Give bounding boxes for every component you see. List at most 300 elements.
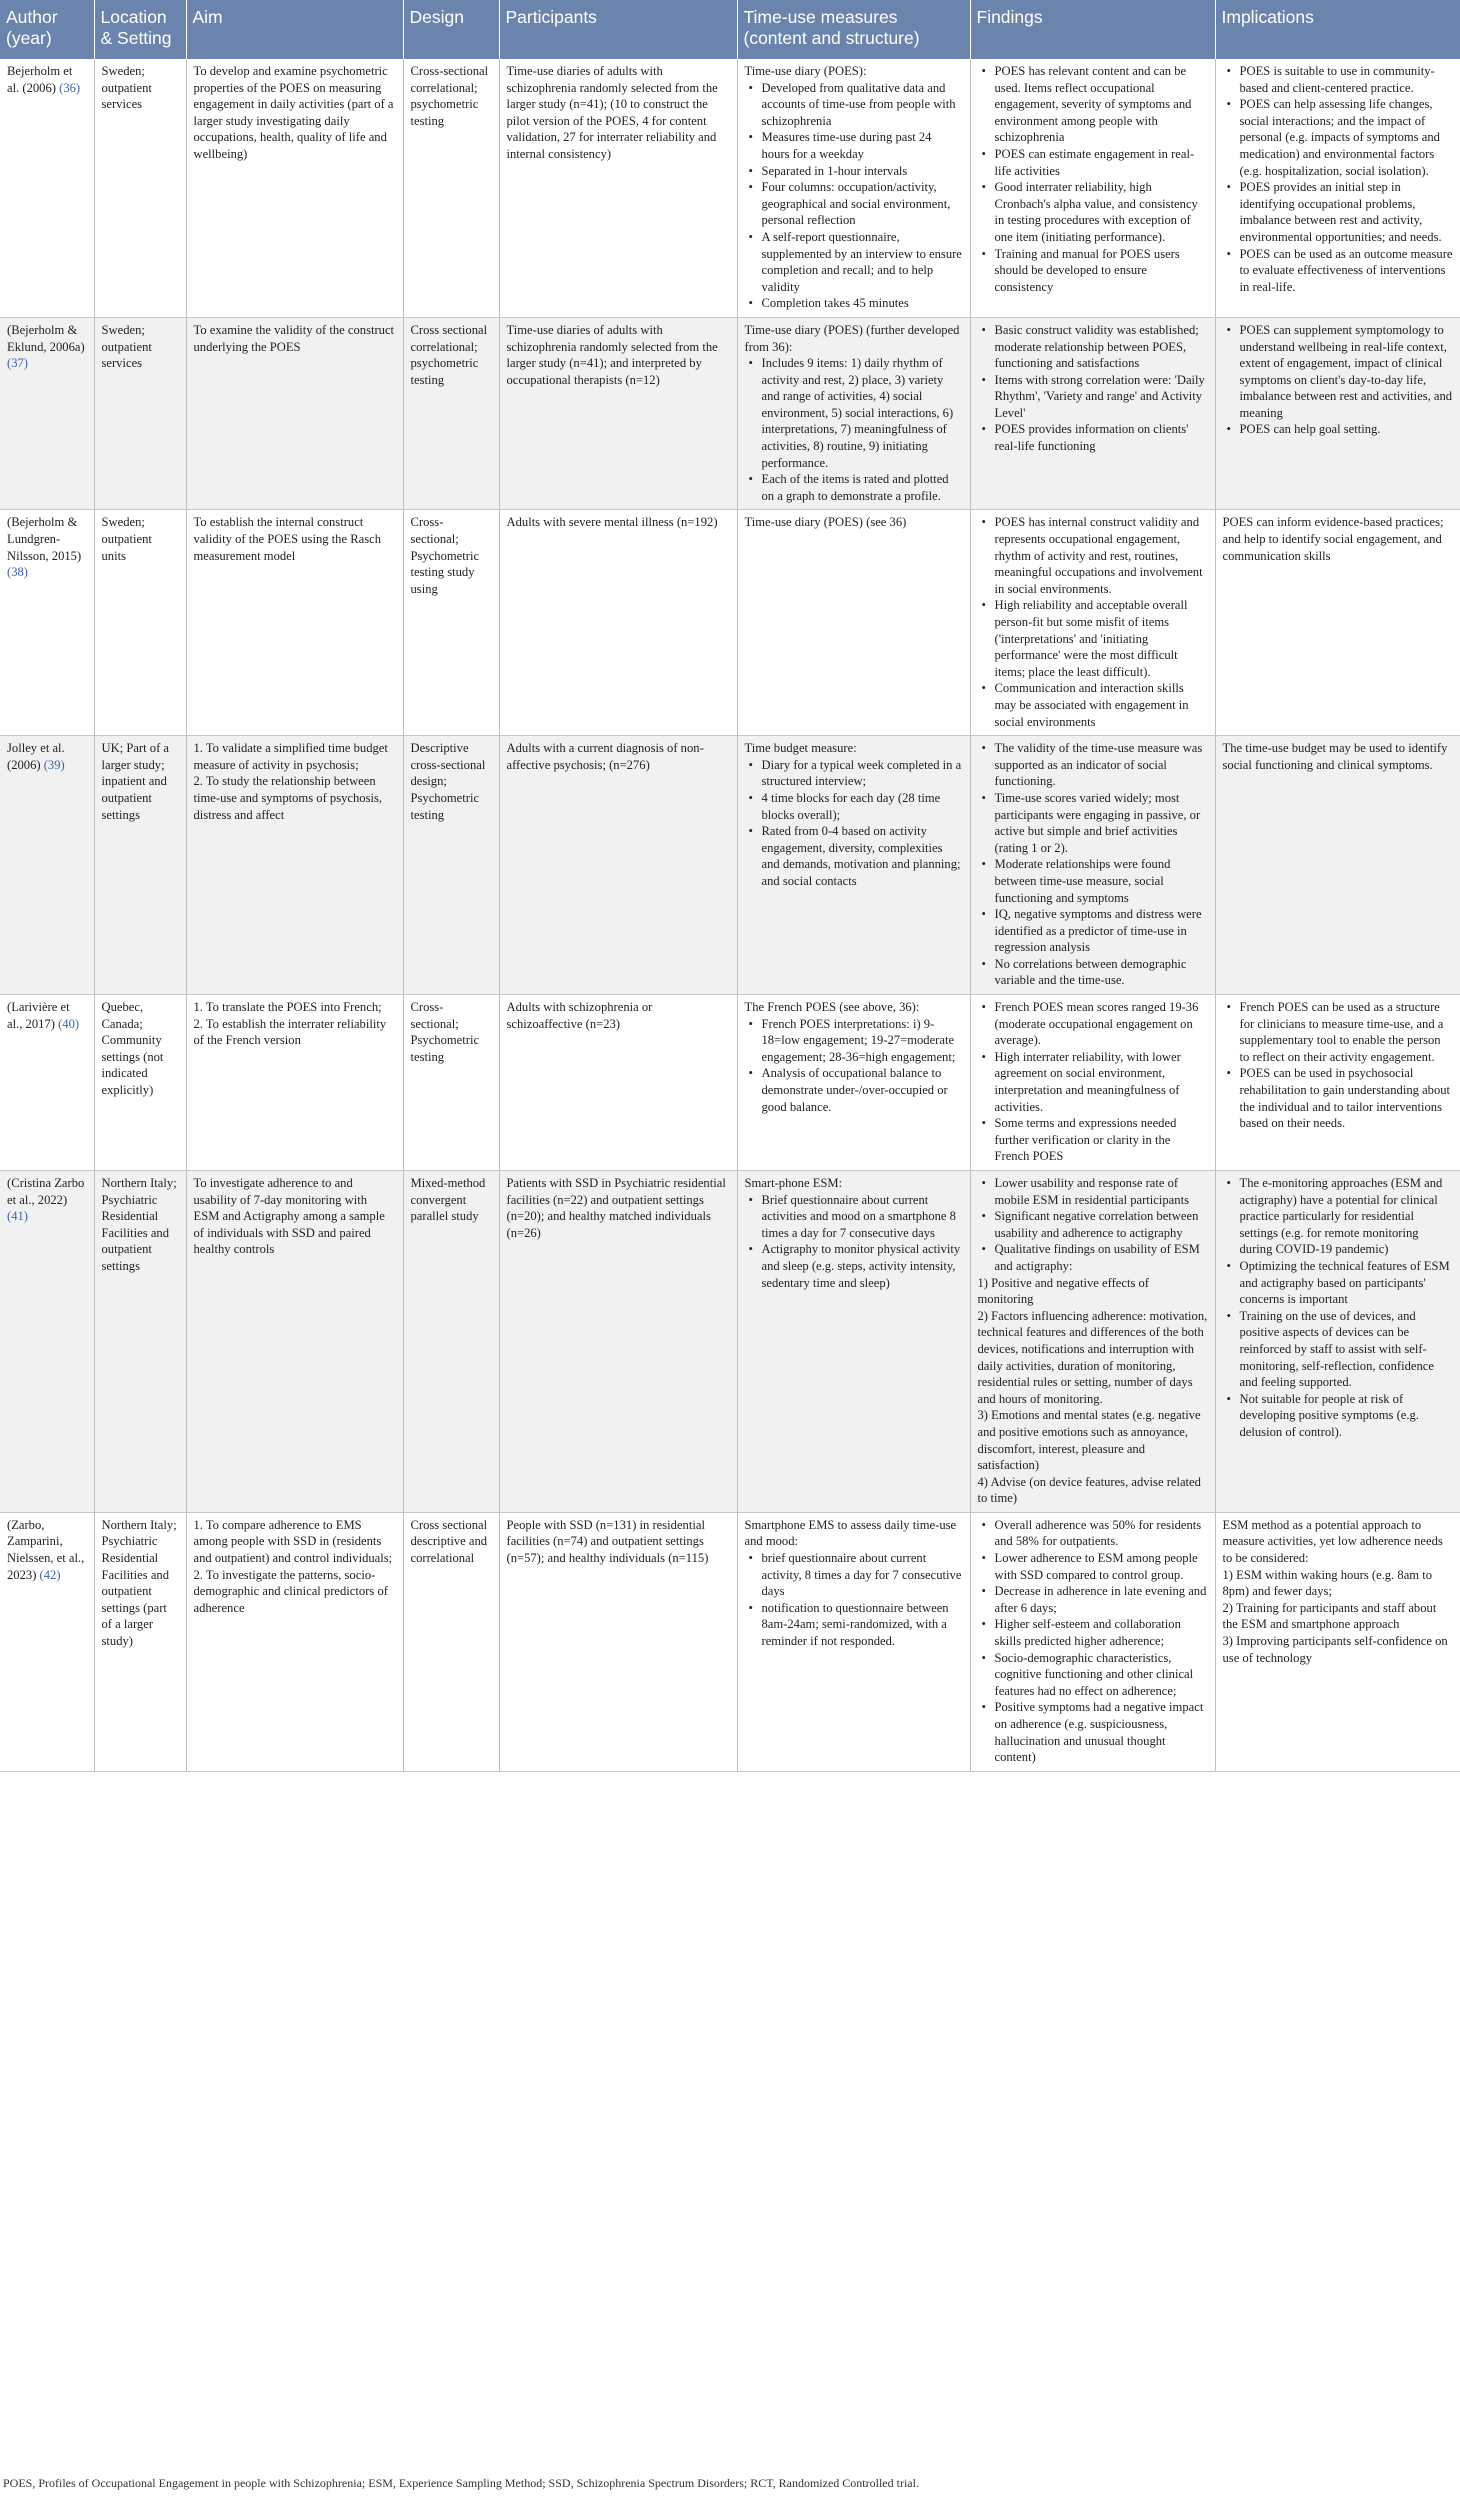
bullet-text: notification to questionnaire between 8am-24am; semi-randomized, with a reminder if not responded.	[761, 1600, 949, 1649]
bullet-item	[978, 372, 1208, 422]
cell-participants	[499, 995, 737, 1171]
bullet-icon: •	[981, 598, 986, 613]
table-row	[0, 510, 1460, 736]
cell-aim	[186, 1171, 403, 1513]
header-aim: Aim	[186, 0, 403, 59]
design-text: Mixed-method convergent parallel study	[410, 1176, 486, 1224]
cell-measures	[737, 995, 970, 1171]
bullet-item	[978, 322, 1208, 372]
bullet-icon: •	[981, 1000, 986, 1015]
citation-link: (37)	[7, 356, 28, 371]
bullet-text: Completion takes 45 minutes	[761, 296, 909, 311]
implication-numbered-item-list	[1223, 1567, 1454, 1667]
bullet-item	[978, 906, 1208, 956]
bullet-list	[1223, 322, 1454, 438]
cell-design	[403, 1171, 499, 1513]
bullet-item	[978, 956, 1208, 989]
bullet-list	[745, 1016, 963, 1116]
aim-item: 2. To investigate the patterns, socio-demographic and clinical predictors of adherence	[193, 1567, 388, 1615]
bullet-item	[978, 740, 1208, 790]
bullet-icon: •	[748, 790, 753, 805]
implications-text: ESM method as a potential approach to measure activities, yet low adherence needs to be considered:	[1222, 1517, 1443, 1566]
participants-text: Time-use diaries of adults with schizophrenia randomly selected from the larger study (n=41); (10 to construct the pilot version of the POES, 4 for content validation, 27 for interrater reliability and internal consistency)	[506, 64, 718, 161]
bullet-item	[1223, 1391, 1454, 1441]
bullet-text: Brief questionnaire about current activities and mood on a smartphone 8 times a day for 7 consecutive days	[761, 1192, 956, 1240]
cell-design	[403, 736, 499, 995]
bullet-text: The e-monitoring approaches (ESM and actigraphy) have a potential for clinical practice particularly for residential settings (e.g. for remote monitoring during COVID-19 pandemic)	[1239, 1176, 1443, 1257]
bullet-list	[1223, 1175, 1454, 1441]
bullet-text: POES can be used in psychosocial rehabilitation to gain understanding about the individual and to tailor interventions based on their needs.	[1239, 1066, 1451, 1131]
cell-findings	[970, 510, 1215, 736]
bullet-text: Each of the items is rated and plotted on a graph to demonstrate a profile.	[761, 472, 949, 503]
table-row	[0, 59, 1460, 317]
location-text: Quebec, Canada; Community settings (not indicated explicitly)	[101, 1000, 164, 1098]
bullet-text: POES has relevant content and can be used. Items reflect occupational engagement, severity of symptoms and environment among people with schizophrenia	[994, 64, 1192, 145]
bullet-item	[745, 295, 963, 312]
bullet-list	[1223, 63, 1454, 295]
implication-numbered-item: 3) Improving participants self-confidence on use of technology	[1222, 1634, 1448, 1665]
author-text: (Bejerholm & Lundgren-Nilsson, 2015)	[7, 515, 82, 563]
bullet-list	[978, 999, 1208, 1165]
participants-text: Adults with schizophrenia or schizoaffective (n=23)	[506, 1000, 653, 1031]
bullet-text: Socio-demographic characteristics, cognitive functioning and other clinical features had no effect on adherence;	[994, 1650, 1194, 1698]
bullet-icon: •	[1226, 64, 1231, 78]
bullet-item	[745, 1016, 963, 1066]
bullet-item	[978, 1241, 1208, 1274]
bullet-item	[978, 179, 1208, 245]
bullet-text: Moderate relationships were found between time-use measure, social functioning and symptoms	[994, 857, 1171, 905]
cell-participants	[499, 510, 737, 736]
finding-numbered-item-list	[978, 1275, 1208, 1507]
cell-location	[94, 736, 186, 995]
bullet-icon: •	[981, 1242, 986, 1257]
participants-text: Adults with a current diagnosis of non-affective psychosis; (n=276)	[506, 741, 704, 772]
bullet-list	[1223, 999, 1454, 1132]
cell-author	[0, 736, 94, 995]
bullet-icon: •	[981, 1176, 986, 1190]
cell-design	[403, 317, 499, 510]
cell-implications	[1215, 995, 1460, 1171]
bullet-icon: •	[981, 1650, 986, 1665]
cell-findings	[970, 317, 1215, 510]
cell-implications	[1215, 736, 1460, 995]
citation-link: (38)	[7, 565, 28, 580]
cell-measures	[737, 59, 970, 317]
bullet-text: Analysis of occupational balance to demonstrate under-/over-occupied or good balance.	[761, 1066, 948, 1114]
bullet-item	[745, 229, 963, 295]
bullet-item	[1223, 322, 1454, 422]
bullet-text: Training on the use of devices, and positive aspects of devices can be reinforced by staff to assist with self-monitoring, self-reflection, confidence and feeling supported.	[1239, 1308, 1434, 1390]
cell-measures	[737, 1171, 970, 1513]
bullet-icon: •	[981, 1551, 986, 1566]
design-text: Descriptive cross-sectional design; Psychometric testing	[410, 741, 486, 822]
bullet-text: POES provides an initial step in identifying occupational problems, imbalance between rest and activity, environmental opportunities; and needs.	[1239, 180, 1442, 244]
cell-implications	[1215, 317, 1460, 510]
bullet-item	[1223, 96, 1454, 179]
bullet-icon: •	[1226, 422, 1231, 437]
table-row	[0, 317, 1460, 510]
bullet-icon: •	[981, 1517, 986, 1532]
cell-design	[403, 510, 499, 736]
implications-text: The time-use budget may be used to identify social functioning and clinical symptoms.	[1222, 741, 1448, 772]
bullet-icon: •	[981, 1116, 986, 1131]
cell-measures	[737, 736, 970, 995]
cell-author	[0, 510, 94, 736]
cell-location	[94, 995, 186, 1171]
bullet-list	[978, 322, 1208, 455]
bullet-item	[745, 1241, 963, 1291]
bullet-item	[978, 1208, 1208, 1241]
bullet-text: Diary for a typical week completed in a structured interview;	[761, 757, 962, 789]
cell-location	[94, 1512, 186, 1771]
bullet-icon: •	[981, 790, 986, 805]
bullet-icon: •	[748, 356, 753, 371]
bullet-item	[978, 680, 1208, 730]
implication-numbered-item: 1) ESM within waking hours (e.g. 8am to 8pm) and fewer days;	[1222, 1567, 1433, 1599]
bullet-icon: •	[748, 1551, 753, 1566]
aim-item-list	[194, 1517, 396, 1617]
bullet-icon: •	[748, 1016, 753, 1031]
bullet-icon: •	[748, 180, 753, 195]
cell-findings	[970, 736, 1215, 995]
bullet-text: POES provides information on clients' real-life functioning	[994, 422, 1189, 454]
bullet-text: POES can supplement symptomology to understand wellbeing in real-life context, extent of engagement, impact of clinical symptoms on client's day-to-day life, imbalance between rest and activities, and meaning	[1239, 322, 1453, 420]
location-text: UK; Part of a larger study; inpatient and outpatient settings	[101, 741, 170, 822]
cell-location	[94, 510, 186, 736]
cell-aim	[186, 1512, 403, 1771]
bullet-icon: •	[981, 180, 986, 195]
bullet-text: POES has internal construct validity and represents occupational engagement, rhythm of activity and rest, routines, meaningful occupations and involvement in social environments.	[994, 515, 1203, 596]
bullet-text: IQ, negative symptoms and distress were identified as a predictor of time-use in regression analysis	[994, 907, 1202, 955]
bullet-text: French POES interpretations: i) 9-18=low engagement; 19-27=moderate engagement; 28-36=high engagement;	[761, 1016, 956, 1064]
aim-item: 1. To compare adherence to EMS among people with SSD in (residents and outpatient) and control individuals;	[193, 1517, 393, 1566]
author-text: (Zarbo, Zamparini, Nielssen, et al., 2023)	[7, 1517, 85, 1582]
cell-design	[403, 1512, 499, 1771]
citation-link: (40)	[58, 1016, 80, 1031]
bullet-icon: •	[981, 1049, 986, 1064]
aim-item: 2. To establish the interrater reliability of the French version	[193, 1016, 387, 1048]
bullet-item	[1223, 63, 1454, 96]
bullet-item	[745, 1600, 963, 1650]
bullet-list	[978, 740, 1208, 989]
aim-text: To examine the validity of the construct underlying the POES	[193, 322, 395, 354]
cell-findings	[970, 1171, 1215, 1513]
bullet-icon: •	[981, 1209, 986, 1224]
bullet-item	[745, 355, 963, 471]
cell-author	[0, 1512, 94, 1771]
implications-text: POES can inform evidence-based practices; and help to identify social engagement, and communication skills	[1222, 515, 1444, 563]
cell-author	[0, 59, 94, 317]
bullet-icon: •	[1226, 1176, 1231, 1190]
cell-aim	[186, 510, 403, 736]
bullet-list	[978, 1517, 1208, 1766]
bullet-item	[978, 63, 1208, 146]
bullet-text: POES can be used as an outcome measure to evaluate effectiveness of interventions in real-life.	[1239, 246, 1453, 294]
bullet-text: Decrease in adherence in late evening and after 6 days;	[994, 1584, 1207, 1615]
header-participants: Participants	[499, 0, 737, 59]
bullet-text: Developed from qualitative data and accounts of time-use from people with schizophrenia	[761, 80, 956, 128]
bullet-icon: •	[981, 681, 986, 696]
header-design: Design	[403, 0, 499, 59]
cell-design	[403, 59, 499, 317]
table-row	[0, 1171, 1460, 1513]
bullet-icon: •	[1226, 246, 1231, 261]
finding-numbered-item: 1) Positive and negative effects of monitoring	[977, 1275, 1149, 1307]
bullet-item	[978, 421, 1208, 454]
design-text: Cross sectional descriptive and correlational	[410, 1517, 488, 1566]
aim-text: To investigate adherence to and usability of 7-day monitoring with ESM and Actigraphy among a sample of individuals with SSD and paired healthy controls	[193, 1176, 385, 1257]
bullet-text: Higher self-esteem and collaboration skills predicted higher adherence;	[994, 1617, 1181, 1649]
measures-intro: Time-use diary (POES) (further developed from 36):	[744, 322, 960, 354]
citation-link: (41)	[7, 1209, 28, 1224]
aim-text: To establish the internal construct validity of the POES using the Rasch measurement model	[193, 515, 381, 563]
bullet-icon: •	[748, 229, 753, 244]
bullet-icon: •	[981, 1584, 986, 1599]
bullet-text: Lower adherence to ESM among people with SSD compared to control group.	[994, 1551, 1198, 1582]
bullet-icon: •	[981, 246, 986, 261]
bullet-icon: •	[1226, 322, 1231, 337]
bullet-item	[978, 856, 1208, 906]
bullet-item	[1223, 1175, 1454, 1258]
bullet-icon: •	[1226, 180, 1231, 195]
bullet-text: brief questionnaire about current activity, 8 times a day for 7 consecutive days	[761, 1551, 962, 1599]
bullet-text: Rated from 0-4 based on activity engagement, diversity, complexities and demands, motivation and planning; and social contacts	[761, 824, 961, 888]
bullet-text: Training and manual for POES users should be developed to ensure consistency	[994, 246, 1180, 294]
header-row	[0, 0, 1460, 59]
bullet-text: POES can help assessing life changes, social interactions; and the impact of personal (e.g. impacts of symptoms and medication) and environmental factors (e.g. hospitalization, social isolation).	[1239, 97, 1440, 178]
cell-author	[0, 995, 94, 1171]
bullet-item	[1223, 421, 1454, 438]
bullet-item	[978, 514, 1208, 597]
bullet-icon: •	[748, 130, 753, 145]
bullet-item	[745, 1192, 963, 1242]
bullet-icon: •	[981, 956, 986, 971]
bullet-text: POES is suitable to use in community-based and client-centered practice.	[1239, 64, 1435, 95]
bullet-icon: •	[1226, 1308, 1231, 1323]
bullet-text: High reliability and acceptable overall person-fit but some misfit of items ('interpretations' and 'initiating performance' were the most difficult items; place the least difficult).	[994, 598, 1188, 679]
bullet-icon: •	[981, 64, 986, 78]
bullet-icon: •	[1226, 1000, 1231, 1015]
bullet-item	[978, 1583, 1208, 1616]
participants-text: Adults with severe mental illness (n=192)	[506, 515, 718, 530]
bullet-list	[978, 514, 1208, 730]
design-text: Cross-sectional; Psychometric testing	[410, 1000, 480, 1064]
bullet-list	[978, 1175, 1208, 1275]
implication-numbered-item: 2) Training for participants and staff about the ESM and smartphone approach	[1222, 1600, 1437, 1632]
aim-text: To develop and examine psychometric properties of the POES on measuring engagement in daily activities (part of a larger study investigating daily occupations, health, quality of life and wellbeing)	[193, 64, 394, 161]
finding-numbered-item: 3) Emotions and mental states (e.g. negative and positive emotions such as annoyance, discomfort, interest, pleasure and satisfaction)	[977, 1408, 1201, 1473]
citation-link: (36)	[59, 80, 81, 95]
bullet-icon: •	[1226, 97, 1231, 112]
bullet-icon: •	[981, 1617, 986, 1632]
bullet-text: Time-use scores varied widely; most participants were engaging in passive, or active but simple and brief activities (rating 1 or 2).	[994, 790, 1201, 855]
location-text: Sweden; outpatient services	[101, 64, 152, 112]
author-text: (Cristina Zarbo et al., 2022)	[7, 1176, 85, 1207]
bullet-text: The validity of the time-use measure was supported as an indicator of social functioning.	[994, 741, 1203, 789]
cell-participants	[499, 1512, 737, 1771]
bullet-item	[978, 1049, 1208, 1115]
bullet-item	[1223, 1258, 1454, 1308]
measures-intro: Time-use diary (POES):	[744, 64, 867, 78]
cell-location	[94, 317, 186, 510]
bullet-text: Some terms and expressions needed further verification or clarity in the French POES	[994, 1116, 1177, 1164]
aim-item: 2. To study the relationship between time-use and symptoms of psychosis, distress and affect	[193, 774, 383, 822]
bullet-text: French POES can be used as a structure for clinicians to measure time-use, and a supplementary tool to enable the person to reflect on their activity engagement.	[1239, 1000, 1444, 1064]
cell-participants	[499, 59, 737, 317]
bullet-icon: •	[748, 296, 753, 311]
cell-location	[94, 59, 186, 317]
cell-aim	[186, 736, 403, 995]
cell-implications	[1215, 1512, 1460, 1771]
participants-text: People with SSD (n=131) in residential facilities (n=74) and outpatient settings (n=57); and healthy individuals (n=115)	[506, 1517, 709, 1566]
bullet-item	[978, 597, 1208, 680]
author-text: Bejerholm et al. (2006)	[7, 64, 73, 95]
header-author: Author (year)	[0, 0, 94, 59]
aim-item: 1. To translate the POES into French;	[193, 1000, 382, 1015]
location-text: Sweden; outpatient units	[101, 515, 152, 563]
bullet-text: High interrater reliability, with lower agreement on social environment, interpretation and meaningfulness of activities.	[994, 1049, 1181, 1114]
bullet-text: Basic construct validity was established; moderate relationship between POES, functioning and satisfactions	[994, 322, 1199, 371]
bullet-text: 4 time blocks for each day (28 time blocks overall);	[761, 790, 941, 822]
bullet-text: Not suitable for people at risk of developing positive symptoms (e.g. delusion of control).	[1239, 1391, 1419, 1439]
bullet-text: Positive symptoms had a negative impact on adherence (e.g. suspiciousness, hallucination and unusual thought content)	[994, 1700, 1204, 1765]
table-row	[0, 736, 1460, 995]
bullet-icon: •	[981, 741, 986, 756]
bullet-list	[745, 1192, 963, 1292]
bullet-text: French POES mean scores ranged 19-36 (moderate occupational engagement on average).	[994, 1000, 1199, 1048]
bullet-text: Includes 9 items: 1) daily rhythm of activity and rest, 2) place, 3) variety and range of activities, 4) social environment, 5) social interactions, 6) interpretations, 7) meaningfulness of activities, 8) routine, 9) initiating performance.	[761, 356, 954, 470]
bullet-item	[745, 790, 963, 823]
location-text: Northern Italy; Psychiatric Residential Facilities and outpatient settings (part of a larger study)	[101, 1517, 177, 1649]
bullet-icon: •	[748, 757, 753, 772]
cell-measures	[737, 317, 970, 510]
design-text: Cross sectional correlational; psychometric testing	[410, 322, 488, 387]
cell-aim	[186, 317, 403, 510]
cell-participants	[499, 1171, 737, 1513]
measures-intro: Smartphone EMS to assess daily time-use and mood:	[744, 1517, 957, 1549]
finding-numbered-item: 4) Advise (on device features, advise related to time)	[977, 1474, 1201, 1506]
bullet-text: Lower usability and response rate of mobile ESM in residential participants	[994, 1176, 1189, 1207]
bullet-icon: •	[981, 422, 986, 437]
header-findings: Findings	[970, 0, 1215, 59]
bullet-icon: •	[1226, 1066, 1231, 1081]
bullet-icon: •	[748, 472, 753, 487]
bullet-item	[978, 1650, 1208, 1700]
cell-implications	[1215, 59, 1460, 317]
bullet-item	[978, 1175, 1208, 1208]
bullet-text: Qualitative findings on usability of ESM and actigraphy:	[994, 1242, 1200, 1273]
cell-aim	[186, 995, 403, 1171]
bullet-item	[978, 999, 1208, 1049]
bullet-list	[745, 355, 963, 504]
cell-aim	[186, 59, 403, 317]
bullet-item	[978, 146, 1208, 179]
bullet-icon: •	[748, 1242, 753, 1257]
measures-intro: Smart-phone ESM:	[744, 1176, 843, 1190]
bullet-icon: •	[981, 907, 986, 922]
bullet-icon: •	[981, 146, 986, 161]
cell-measures	[737, 510, 970, 736]
bullet-item	[978, 790, 1208, 856]
header-measures: Time-use measures (content and structure)	[737, 0, 970, 59]
bullet-icon: •	[748, 163, 753, 178]
header-location: Location & Setting	[94, 0, 186, 59]
bullet-item	[978, 1517, 1208, 1550]
bullet-text: Significant negative correlation between usability and adherence to actigraphy	[994, 1209, 1199, 1240]
bullet-item	[1223, 999, 1454, 1065]
aim-item: 1. To validate a simplified time budget measure of activity in psychosis;	[193, 741, 388, 772]
bullet-text: Good interrater reliability, high Cronbach's alpha value, and consistency in testing procedures with exception of one item (initiating performance).	[994, 180, 1198, 244]
location-text: Sweden; outpatient services	[101, 322, 152, 371]
bullet-text: No correlations between demographic variable and the time-use.	[994, 956, 1187, 988]
bullet-item	[745, 129, 963, 162]
header-implications: Implications	[1215, 0, 1460, 59]
bullet-text: Items with strong correlation were: 'Daily Rhythm', 'Variety and range' and Activity Level'	[994, 372, 1205, 420]
measures-intro: The French POES (see above, 36):	[744, 1000, 920, 1015]
table-row	[0, 995, 1460, 1171]
bullet-icon: •	[748, 824, 753, 839]
author-text: (Bejerholm & Eklund, 2006a)	[7, 322, 85, 354]
bullet-text: Actigraphy to monitor physical activity and sleep (e.g. steps, activity intensity, sedentary time and sleep)	[761, 1242, 961, 1290]
location-text: Northern Italy; Psychiatric Residential Facilities and outpatient settings	[101, 1176, 177, 1273]
table-row	[0, 1512, 1460, 1771]
bullet-icon: •	[748, 1600, 753, 1615]
bullet-list	[745, 1550, 963, 1650]
bullet-text: Four columns: occupation/activity, geographical and social environment, personal reflection	[761, 180, 951, 228]
cell-implications	[1215, 1171, 1460, 1513]
bullet-item	[1223, 246, 1454, 296]
bullet-icon: •	[981, 857, 986, 872]
measures-intro: Time budget measure:	[744, 741, 857, 756]
bullet-item	[745, 823, 963, 889]
citation-link: (39)	[43, 757, 65, 772]
cell-design	[403, 995, 499, 1171]
participants-text: Patients with SSD in Psychiatric residential facilities (n=22) and outpatient settings (n=20); and healthy matched individuals (n=26)	[506, 1176, 726, 1240]
bullet-icon: •	[1226, 1391, 1231, 1406]
bullet-item	[1223, 179, 1454, 245]
bullet-icon: •	[981, 322, 986, 337]
bullet-item	[745, 163, 963, 180]
bullet-icon: •	[981, 1700, 986, 1715]
bullet-icon: •	[981, 372, 986, 387]
finding-numbered-item: 2) Factors influencing adherence: motivation, technical features and differences of the both devices, notifications and interruption with daily activities, duration of monitoring, residential rules or setting, number of days and hours of monitoring.	[977, 1308, 1208, 1406]
bullet-text: Separated in 1-hour intervals	[761, 163, 908, 178]
bullet-item	[745, 179, 963, 229]
bullet-icon: •	[981, 515, 986, 530]
bullet-item	[978, 1550, 1208, 1583]
bullet-text: POES can help goal setting.	[1239, 422, 1381, 437]
bullet-item	[745, 757, 963, 790]
author-text: (Larivière et al., 2017)	[7, 1000, 70, 1031]
design-text: Cross-sectional; Psychometric testing study using	[410, 515, 480, 596]
participants-text: Time-use diaries of adults with schizophrenia randomly selected from the larger study (n=41); and interpreted by occupational therapists (n=12)	[506, 322, 718, 387]
bullet-icon: •	[748, 1066, 753, 1081]
bullet-item	[745, 80, 963, 130]
measures-intro: Time-use diary (POES) (see 36)	[744, 515, 907, 530]
cell-measures	[737, 1512, 970, 1771]
citation-link: (42)	[39, 1567, 61, 1582]
bullet-list	[978, 63, 1208, 295]
bullet-text: Overall adherence was 50% for residents and 58% for outpatients.	[994, 1517, 1202, 1549]
cell-author	[0, 1171, 94, 1513]
bullet-text: Optimizing the technical features of ESM and actigraphy based on participants' concerns is important	[1239, 1258, 1450, 1307]
author-text: Jolley et al. (2006)	[7, 741, 65, 772]
cell-findings	[970, 1512, 1215, 1771]
bullet-item	[745, 1550, 963, 1600]
bullet-icon: •	[748, 80, 753, 95]
bullet-text: A self-report questionnaire, supplemented by an interview to ensure completion and recall; and to help validity	[761, 229, 962, 294]
bullet-item	[978, 1616, 1208, 1649]
